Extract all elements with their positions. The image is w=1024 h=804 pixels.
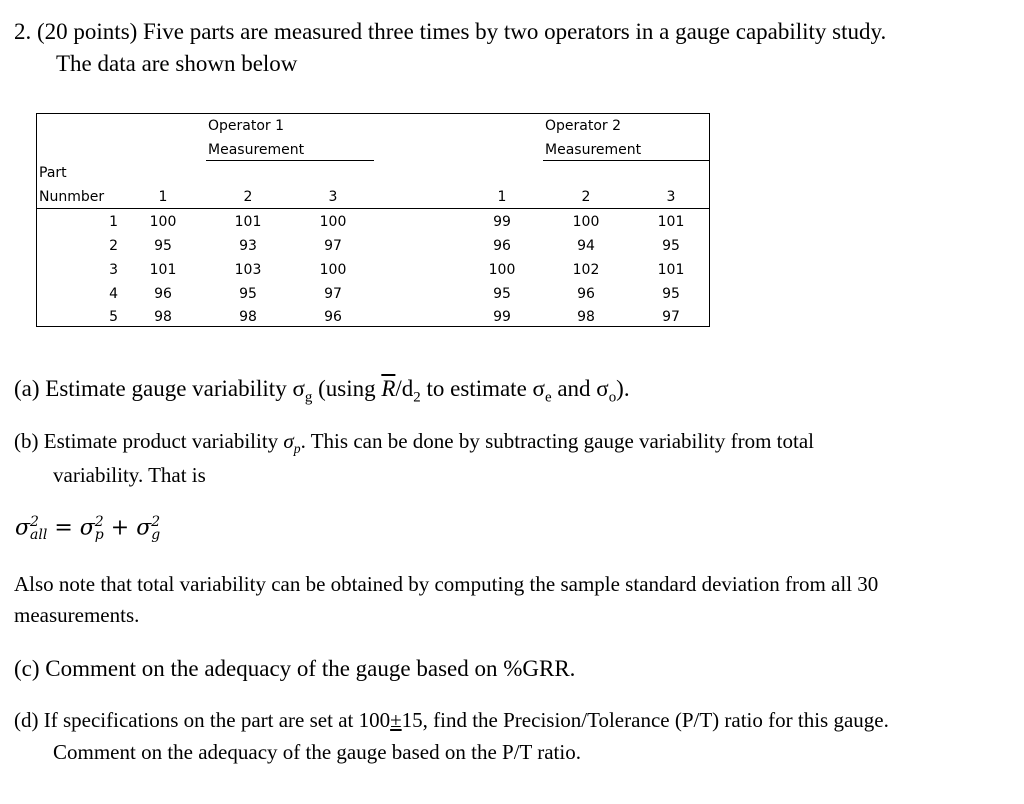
op2-measurement-label: Measurement bbox=[545, 142, 642, 158]
trial-header: 1 bbox=[158, 189, 168, 205]
problem-subtitle: The data are shown below bbox=[56, 51, 298, 76]
question-b-continued: variability. That is bbox=[53, 463, 206, 487]
trial-header: 3 bbox=[328, 189, 338, 205]
table-cell: 100 bbox=[488, 262, 516, 278]
table-cell: 101 bbox=[657, 262, 685, 278]
op1-measurement-label: Measurement bbox=[208, 142, 305, 158]
table-cell: 95 bbox=[493, 286, 511, 302]
table-cell: 98 bbox=[239, 309, 257, 325]
problem-title: 2. (20 points) Five parts are measured three times by two operators in a gauge capability study. bbox=[14, 19, 887, 44]
table-cell: 95 bbox=[239, 286, 257, 302]
table-cell: 99 bbox=[493, 309, 511, 325]
part-label: Part bbox=[39, 165, 67, 181]
table-cell: 94 bbox=[577, 238, 595, 254]
trial-header: 2 bbox=[243, 189, 253, 205]
part-number: 4 bbox=[109, 286, 118, 302]
number-label: Nunmber bbox=[39, 189, 105, 205]
question-d: (d) If specifications on the part are set at 100±15, find the Precision/Tolerance (P/T) ratio for this gauge. bbox=[14, 708, 889, 732]
table-cell: 100 bbox=[319, 262, 347, 278]
table-cell: 97 bbox=[324, 286, 342, 302]
part-number: 1 bbox=[109, 214, 118, 230]
trial-header: 3 bbox=[666, 189, 676, 205]
table-cell: 101 bbox=[234, 214, 262, 230]
table-cell: 96 bbox=[154, 286, 172, 302]
part-number: 5 bbox=[109, 309, 118, 325]
part-number: 2 bbox=[109, 238, 118, 254]
op2-underline bbox=[543, 160, 710, 161]
question-b: (b) Estimate product variability $\sigma_p$. This can be done by subtracting gauge variability from total bbox=[14, 429, 815, 457]
table-cell: 103 bbox=[234, 262, 262, 278]
table-cell: 98 bbox=[577, 309, 595, 325]
table-cell: 98 bbox=[154, 309, 172, 325]
table-cell: 97 bbox=[662, 309, 680, 325]
table-cell: 96 bbox=[577, 286, 595, 302]
op1-header: Operator 1 bbox=[208, 118, 285, 134]
trial-header: 1 bbox=[497, 189, 507, 205]
header-divider bbox=[36, 208, 710, 209]
note-text-continued: measurements. bbox=[14, 603, 140, 627]
table-cell: 96 bbox=[493, 238, 511, 254]
table-cell: 101 bbox=[657, 214, 685, 230]
table-cell: 101 bbox=[149, 262, 177, 278]
table-cell: 95 bbox=[662, 286, 680, 302]
table-cell: 97 bbox=[324, 238, 342, 254]
op2-header: Operator 2 bbox=[545, 118, 622, 134]
table-cell: 99 bbox=[493, 214, 511, 230]
table-cell: 95 bbox=[154, 238, 172, 254]
question-a: (a) Estimate gauge variability $\sigma_g$ (using $\overline{R}/d_2$ to estimate $\sigma_e$ and $\sigma_o$). bbox=[14, 376, 630, 406]
note-text: Also note that total variability can be obtained by computing the sample standard deviation from all 30 bbox=[14, 572, 879, 596]
trial-header: 2 bbox=[581, 189, 591, 205]
table-cell: 100 bbox=[319, 214, 347, 230]
variance-equation: σ 2 all = σ 2 p + σ 2 g bbox=[15, 514, 161, 543]
table-cell: 96 bbox=[324, 309, 342, 325]
table-cell: 100 bbox=[149, 214, 177, 230]
table-cell: 102 bbox=[572, 262, 600, 278]
op1-underline bbox=[206, 160, 374, 161]
table-cell: 95 bbox=[662, 238, 680, 254]
question-c: (c) Comment on the adequacy of the gauge based on %GRR. bbox=[14, 656, 576, 681]
table-cell: 93 bbox=[239, 238, 257, 254]
part-number: 3 bbox=[109, 262, 118, 278]
question-d-continued: Comment on the adequacy of the gauge based on the P/T ratio. bbox=[53, 740, 581, 764]
table-cell: 100 bbox=[572, 214, 600, 230]
